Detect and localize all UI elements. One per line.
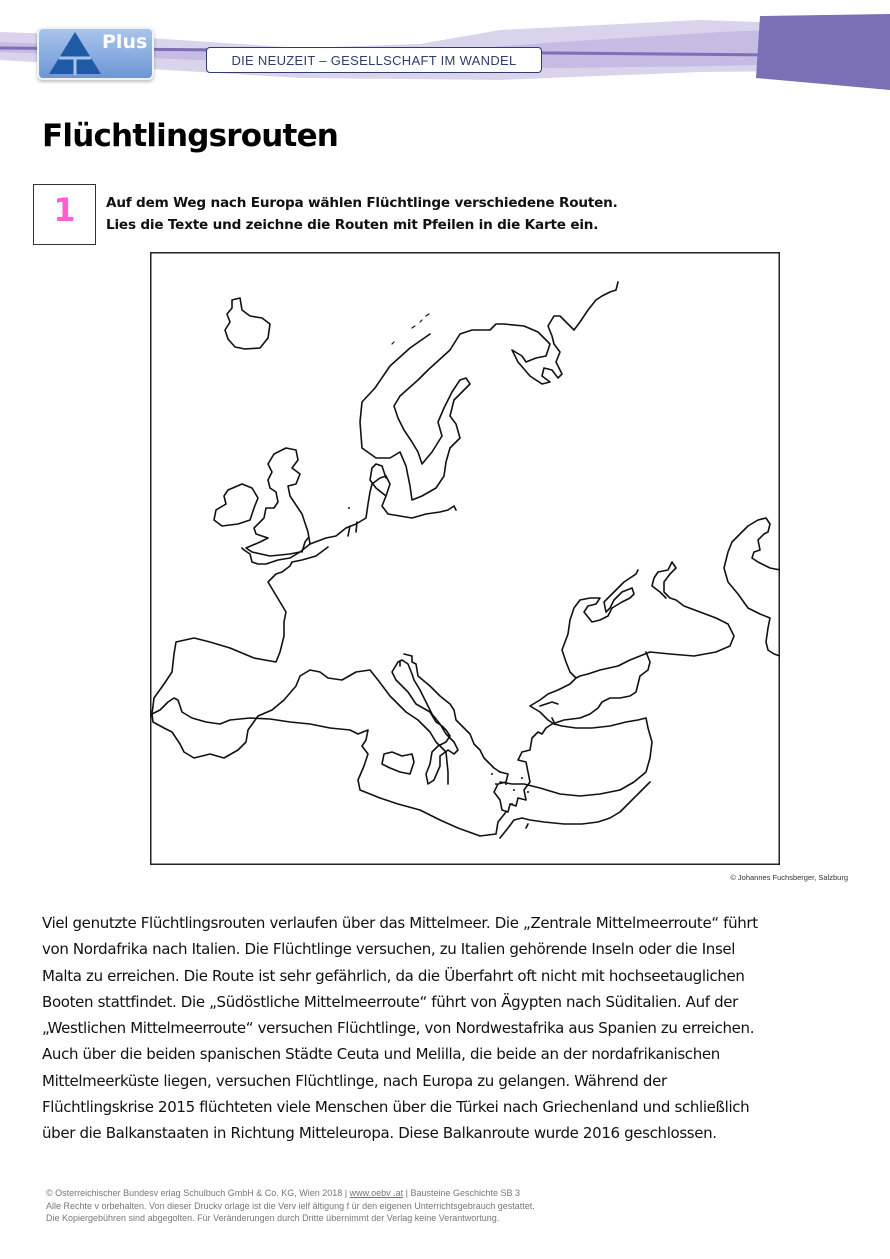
body-line: über die Balkanstaaten in Richtung Mitteleuropa. Diese Balkanroute wurde 2016 geschlossen. xyxy=(42,1124,717,1143)
island-dot xyxy=(499,771,501,773)
pyramid-icon xyxy=(41,29,101,78)
logo-text: Plus xyxy=(102,31,148,53)
body-line: „Westlichen Mittelmeerroute“ versuchen Flüchtlinge, von Nordwestafrika aus Spanien zu erreichen. xyxy=(42,1019,755,1038)
task-line: Auf dem Weg nach Europa wählen Flüchtlinge verschiedene Routen. xyxy=(106,195,618,211)
page-title: Flüchtlingsrouten xyxy=(42,118,339,154)
body-line: Malta zu erreichen. Die Route ist sehr gefährlich, da die Überfahrt oft nicht mit hochseetauglichen xyxy=(42,966,745,985)
island-dot xyxy=(521,777,523,779)
publisher-link[interactable]: www.oebv .at xyxy=(349,1188,404,1198)
plus-logo xyxy=(37,27,154,80)
task-number-box xyxy=(33,184,96,245)
task-number: 1 xyxy=(53,191,76,229)
body-line: Viel genutzte Flüchtlingsrouten verlaufen über das Mittelmeer. Die „Zentrale Mittelmeerroute“ führt xyxy=(42,914,758,932)
footer-line-1 xyxy=(46,1187,535,1200)
island-dot xyxy=(505,783,507,785)
map-canvas[interactable] xyxy=(150,252,780,865)
island-dot xyxy=(495,783,497,785)
island-dot xyxy=(513,789,515,791)
body-line: Booten stattfindet. Die „Südöstliche Mittelmeerroute“ führt von Ägypten nach Süditalien. Auf der xyxy=(42,992,738,1011)
map-credit: © Johannes Fuchsberger, Salzburg xyxy=(730,873,848,882)
footer-line-2: Alle Rechte v orbehalten. Von dieser Druckv orlage ist die Verv ielf ältigung f ür den eigenen Unterrichtsgebrauch gestattet. xyxy=(46,1200,535,1211)
body-line: Mittelmeerküste liegen, versuchen Flüchtlinge, nach Europa zu gelangen. Während der xyxy=(42,1071,667,1090)
body-paragraph xyxy=(42,910,852,1147)
header-banner xyxy=(0,0,890,100)
island-dot xyxy=(511,803,513,805)
body-line: Auch über die beiden spanischen Städte Ceuta und Melilla, die beide an der nordafrikanischen xyxy=(42,1045,720,1064)
island-dot xyxy=(491,773,493,775)
footer xyxy=(46,1187,535,1225)
footer-series: | Bausteine Geschichte SB 3 xyxy=(403,1188,521,1198)
task-instructions xyxy=(106,192,618,236)
body-line: von Nordafrika nach Italien. Die Flüchtlinge versuchen, zu Italien gehörende Inseln oder die Insel xyxy=(42,940,736,959)
footer-line-3: Die Kopiergebühren sind abgegolten. Für Veränderungen durch Dritte übernimmt der Verlag keine Verantwortung. xyxy=(46,1213,500,1223)
europe-outline-map[interactable] xyxy=(150,252,780,865)
task-line: Lies die Texte und zeichne die Routen mit Pfeilen in die Karte ein. xyxy=(106,217,599,233)
section-title: DIE NEUZEIT – GESELLSCHAFT IM WANDEL xyxy=(206,47,542,73)
map-frame xyxy=(151,253,780,865)
footer-copyright: © Osterreichischer Bundesv erlag Schulbuch GmbH & Co. KG, Wien 2018 | xyxy=(46,1188,350,1198)
island-dot xyxy=(527,791,529,793)
isle-of-man-dot xyxy=(348,507,350,509)
body-line: Flüchtlingskrise 2015 flüchteten viele Menschen über die Türkei nach Griechenland und schließlich xyxy=(42,1098,750,1117)
